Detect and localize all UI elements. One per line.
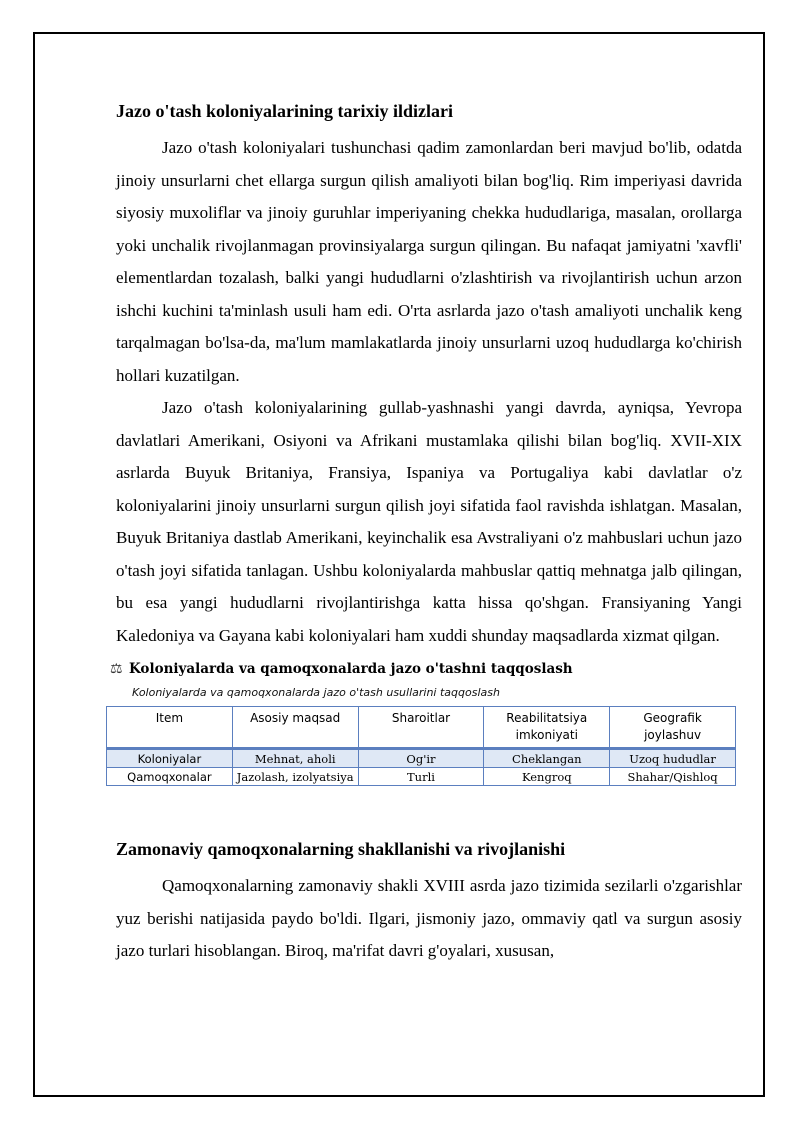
table-row <box>107 768 736 786</box>
paragraph-3: Qamoqxonalarning zamonaviy shakli XVIII asrda jazo tizimida sezilarli o'zgarishlar yuz berishi natijasida paydo bo'ldi. Ilgari, jismoniy jazo, ommaviy qatl va surgun asosiy jazo turlari hisoblangan. Biroq, ma'rifat davri g'oyalari, xususan, <box>116 876 742 960</box>
table-row <box>107 749 736 768</box>
table-caption: Koloniyalarda va qamoqxonalarda jazo o'tash usullarini taqqoslash <box>132 686 500 699</box>
table-title-text: Koloniyalarda va qamoqxonalarda jazo o'tashni taqqoslash <box>129 661 573 677</box>
section-heading-1: Jazo o'tash koloniyalarining tarixiy ildizlari <box>116 101 454 121</box>
column-header-item: Item <box>107 707 233 749</box>
table-cell: Kengroq <box>484 768 610 786</box>
paragraph-1: Jazo o'tash koloniyalari tushunchasi qadim zamonlardan beri mavjud bo'lib, odatda jinoiy unsurlarni chet ellarga surgun qilish amaliyoti bilan bog'liq. Rim imperiyasi davrida siyosiy muxoliflar va jinoiy guruhlar imperiyaning chekka hududlariga, masalan, orollarga yoki unchalik rivojlanmagan provinsiyalarga surgun qilingan. Bu nafaqat jamiyatni 'xavfli' elementlardan tozalash, balki yangi hududlarni o'zlashtirish va rivojlantirish uchun arzon ishchi kuchini ta'minlash usuli ham edi. O'rta asrlarda jazo o'tash amaliyoti unchalik keng tarqalmagan bo'lsa-da, ma'lum mamlakatlarda jinoiy unsurlarni uzoq hududlarga ko'chirish hollari kuzatilgan. <box>116 138 742 385</box>
row-label: Qamoqxonalar <box>107 768 233 786</box>
table-cell: Cheklangan <box>484 749 610 768</box>
table-cell: Mehnat, aholi <box>232 749 358 768</box>
comparison-table <box>106 706 736 786</box>
column-header-location: Geografik joylashuv <box>610 707 736 749</box>
table-cell: Turli <box>358 768 484 786</box>
row-label: Koloniyalar <box>107 749 233 768</box>
table-header-row <box>107 707 736 749</box>
column-header-conditions: Sharoitlar <box>358 707 484 749</box>
section-heading-2: Zamonaviy qamoqxonalarning shakllanishi va rivojlanishi <box>116 839 566 859</box>
document-body <box>110 98 742 968</box>
table-cell: Shahar/Qishloq <box>610 768 736 786</box>
table-cell: Jazolash, izolyatsiya <box>232 768 358 786</box>
balance-scale-icon: ⚖ <box>110 661 123 677</box>
table-cell: Uzoq hududlar <box>610 749 736 768</box>
column-header-rehabilitation: Reabilitatsiya imkoniyati <box>484 707 610 749</box>
paragraph-2: Jazo o'tash koloniyalarining gullab-yashnashi yangi davrda, ayniqsa, Yevropa davlatlari Amerikani, Osiyoni va Afrikani mustamlaka qilishi bilan bog'liq. XVII-XIX asrlarda Buyuk Britaniya, Fransiya, Ispaniya va Portugaliya kabi davlatlar o'z koloniyalarini jinoiy unsurlarni surgun qilish joyi sifatida faol ravishda ishlatgan. Masalan, Buyuk Britaniya dastlab Amerikani, keyinchalik esa Avstraliyani o'z mahbuslari uchun jazo o'tash joyi sifatida tanlagan. Ushbu koloniyalarda mahbuslar qattiq mehnatga jalb qilingan, bu esa yangi hududlarni rivojlantirishga katta hissa qo'shgan. Fransiyaning Yangi Kaledoniya va Gayana kabi koloniyalari ham xuddi shunday maqsadlarda xizmat qilgan. <box>116 398 742 645</box>
table-title <box>110 658 742 680</box>
table-cell: Og'ir <box>358 749 484 768</box>
column-header-purpose: Asosiy maqsad <box>232 707 358 749</box>
